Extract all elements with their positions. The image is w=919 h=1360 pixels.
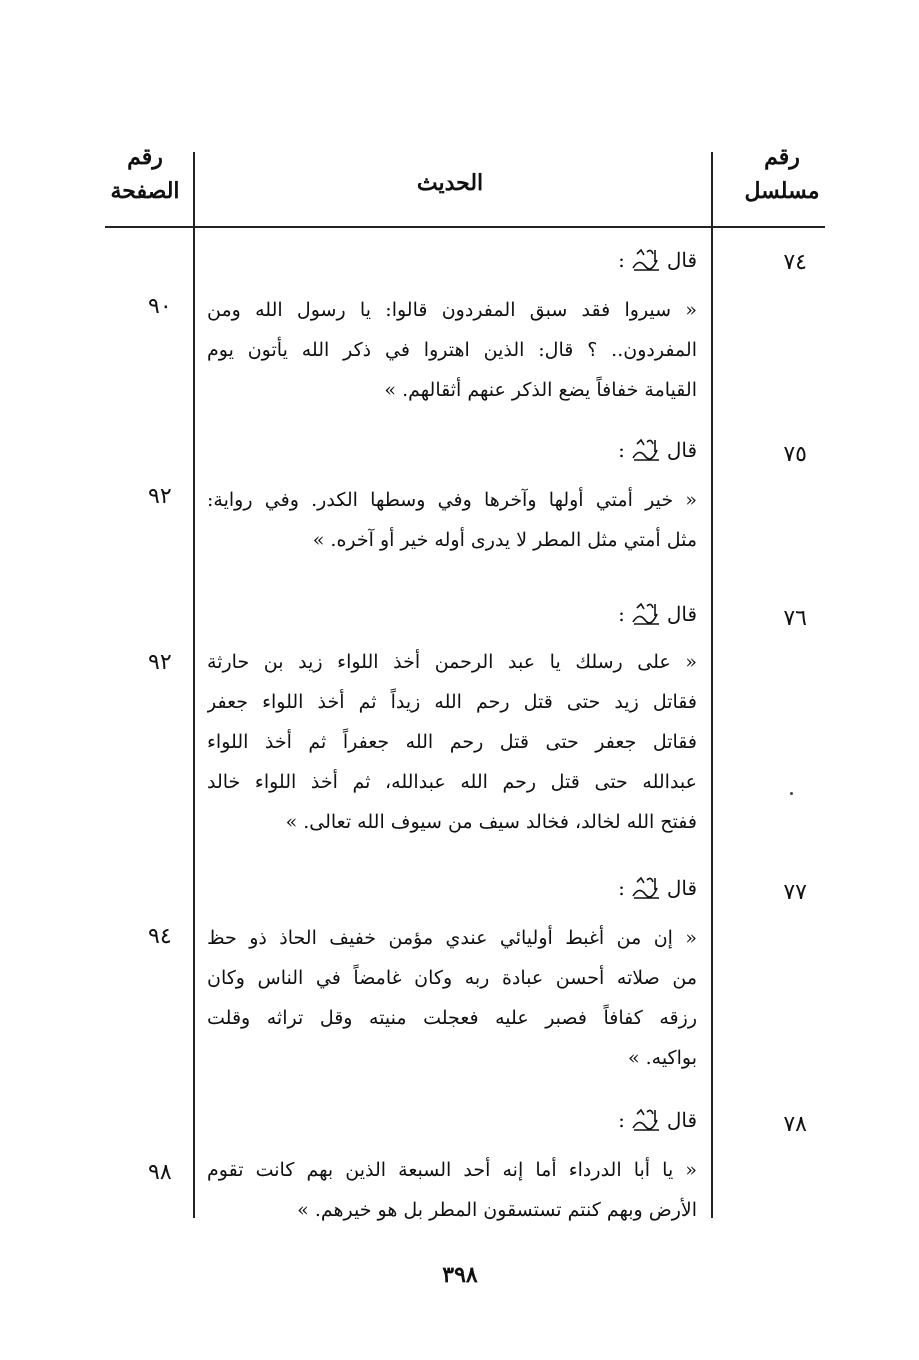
colon: : [618, 602, 625, 626]
colon: : [618, 876, 625, 900]
hadith-line: مثل أمتي مثل المطر لا يدرى أوله خير أو آخره. » [312, 529, 697, 551]
hadith-text [207, 480, 697, 560]
salawat-calligraphy-icon [631, 246, 661, 274]
hadith-text [207, 918, 697, 1078]
hadith-line: عبدالله حتى قتل رحم الله عبدالله، ثم أخذ اللواء خالد [207, 771, 697, 793]
serial-number: ٧٨ [783, 1112, 807, 1137]
serial-number: ٧٦ [783, 606, 807, 631]
qal-text: قال [666, 602, 697, 626]
serial-number: ٧٤ [783, 250, 807, 275]
salawat-calligraphy-icon [631, 600, 661, 628]
hadith-line: « سيروا فقد سبق المفردون قالوا: يا رسول الله ومن [207, 299, 697, 321]
page-number: ٩٢ [148, 484, 172, 509]
hadith-column-header: الحديث [416, 170, 484, 196]
hadith-line: « خير أمتي أولها وآخرها وفي وسطها الكدر. وفي رواية: [207, 489, 697, 511]
hadith-line: « إن من أغبط أوليائي عندي مؤمن خفيف الحاذ ذو حظ [207, 927, 697, 949]
hadith-line: ففتح الله لخالد، فخالد سيف من سيوف الله تعالى. » [285, 811, 697, 833]
hadith-line: « يا أبا الدرداء أما إنه أحد السبعة الذين بهم كانت تقوم [207, 1159, 697, 1181]
salawat-calligraphy-icon [631, 1106, 661, 1134]
hadith-line: الأرض وبهم كنتم تستسقون المطر بل هو خيرهم. » [297, 1199, 697, 1221]
stray-mark [790, 792, 793, 795]
qal-label [618, 874, 697, 902]
serial-header-line-2: مسلسل [744, 178, 820, 204]
hadith-text [207, 642, 697, 842]
qal-text: قال [666, 438, 697, 462]
page-number: ٩٨ [148, 1160, 172, 1185]
hadith-line: القيامة خفافاً يضع الذكر عنهم أثقالهم. » [384, 379, 697, 401]
colon: : [618, 1108, 625, 1132]
serial-number: ٧٧ [783, 880, 807, 905]
page-number: ٩٠ [148, 294, 172, 319]
serial-number: ٧٥ [783, 442, 807, 467]
page-number: ٩٤ [148, 924, 172, 949]
salawat-calligraphy-icon [631, 436, 661, 464]
qal-text: قال [666, 1108, 697, 1132]
page-number: ٩٢ [148, 650, 172, 675]
qal-label [618, 436, 697, 464]
right-column-divider [711, 152, 713, 1218]
page-footer-number: ٣٩٨ [442, 1262, 478, 1288]
colon: : [618, 248, 625, 272]
hadith-line: « على رسلك يا عبد الرحمن أخذ اللواء زيد بن حارثة [207, 651, 697, 673]
hadith-line: فقاتل جعفر حتى قتل رحم الله جعفراً ثم أخذ اللواء [207, 731, 697, 753]
header-rule [105, 226, 825, 228]
hadith-line: رزقه كفافاً فصبر عليه فعجلت منيته وقل تراثه وقلت [207, 1007, 697, 1029]
page-header-line-1: رقم [127, 144, 163, 170]
page-header-line-2: الصفحة [110, 178, 180, 204]
salawat-calligraphy-icon [631, 874, 661, 902]
hadith-line: من صلاته أحسن عبادة ربه وكان غامضاً في الناس وكان [207, 967, 697, 989]
hadith-line: المفردون.. ؟ قال: الذين اهتروا في ذكر الله يأتون يوم [207, 339, 697, 361]
qal-label [618, 600, 697, 628]
hadith-text [207, 290, 697, 410]
page-column-header [100, 140, 190, 208]
qal-label [618, 246, 697, 274]
serial-header-line-1: رقم [764, 144, 800, 170]
colon: : [618, 438, 625, 462]
qal-text: قال [666, 876, 697, 900]
left-column-divider [193, 152, 195, 1218]
qal-text: قال [666, 248, 697, 272]
qal-label [618, 1106, 697, 1134]
serial-column-header [737, 140, 827, 208]
hadith-text [207, 1150, 697, 1230]
hadith-line: فقاتل زيد حتى قتل رحم الله زيداً ثم أخذ اللواء جعفر [207, 691, 697, 713]
hadith-line: بواكيه. » [627, 1047, 697, 1069]
